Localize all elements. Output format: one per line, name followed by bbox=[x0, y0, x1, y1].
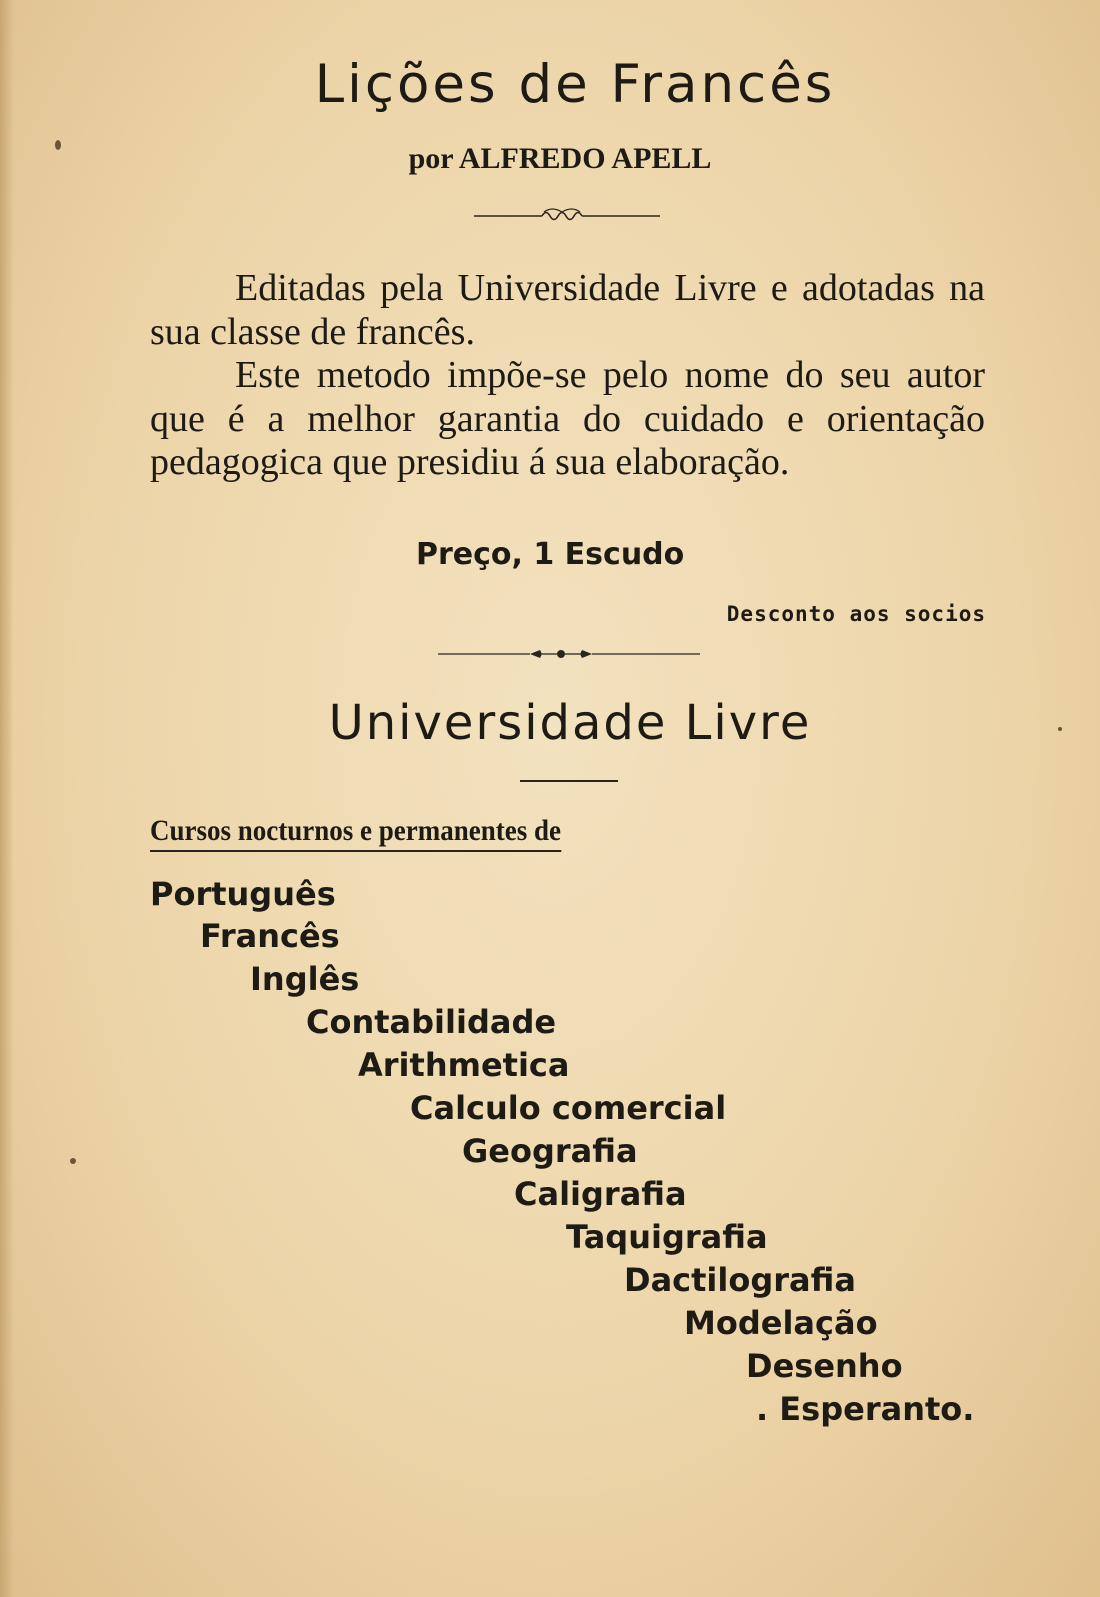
description-text-1: Editadas pela Universidade Livre e adotadas na sua classe de francês. bbox=[150, 267, 985, 353]
course-item: . Esperanto. bbox=[756, 1390, 975, 1428]
author-byline: por ALFREDO APELL bbox=[408, 142, 712, 175]
course-item: Modelação bbox=[684, 1304, 878, 1342]
course-item: Geografia bbox=[462, 1132, 638, 1170]
course-item: Francês bbox=[200, 917, 340, 955]
paper-speck bbox=[55, 140, 61, 150]
courses-intro: Cursos nocturnos e permanentes de bbox=[150, 814, 561, 852]
paper-speck bbox=[1058, 727, 1062, 731]
discount-note: Desconto aos socios bbox=[726, 602, 986, 626]
course-item: Dactilografia bbox=[624, 1261, 856, 1299]
paper-speck bbox=[70, 1158, 76, 1164]
description-paragraph-2 bbox=[150, 354, 985, 485]
title-underline bbox=[520, 780, 618, 782]
course-item: Arithmetica bbox=[358, 1046, 570, 1084]
description-paragraph-1 bbox=[150, 267, 985, 354]
course-item: Inglês bbox=[250, 960, 360, 998]
section-title: Universidade Livre bbox=[328, 695, 812, 751]
ornament-divider-2 bbox=[438, 646, 700, 662]
description-text-2: Este metodo impõe-se pelo nome do seu autor que é a melhor garantia do cuidado e orientação pedagogica que presidiu á sua elaboração. bbox=[150, 354, 985, 483]
ornament-divider bbox=[474, 206, 660, 226]
course-item: Desenho bbox=[746, 1347, 903, 1385]
page-edge-shadow bbox=[0, 0, 14, 1597]
course-item: Calculo comercial bbox=[410, 1089, 727, 1127]
page-title: Lições de Francês bbox=[314, 54, 836, 115]
course-item: Contabilidade bbox=[306, 1003, 557, 1041]
course-item: Português bbox=[150, 875, 336, 913]
course-item: Taquigrafia bbox=[566, 1218, 768, 1256]
price-label: Preço, 1 Escudo bbox=[416, 537, 685, 572]
course-item: Caligrafia bbox=[514, 1175, 687, 1213]
